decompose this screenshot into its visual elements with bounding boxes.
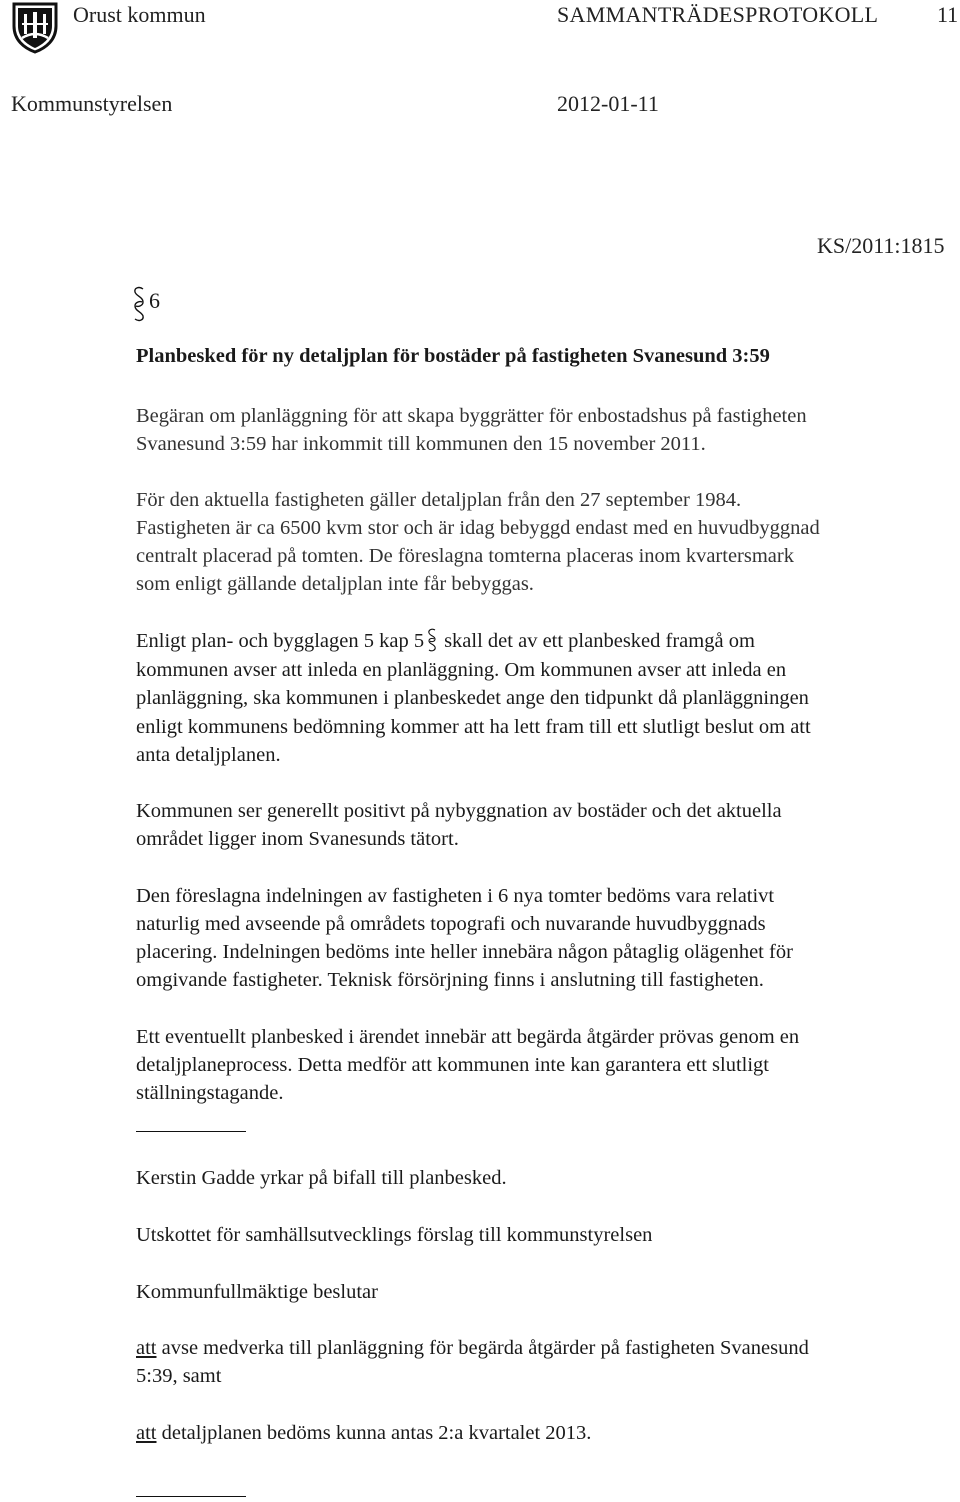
paragraph-line: omgivande fastigheter. Teknisk försörjning finns i anslutning till fastigheten.	[136, 969, 764, 991]
paragraph-line	[136, 627, 755, 655]
decision-text-continued: 5:39, samt	[136, 1365, 222, 1387]
decision-item	[136, 1419, 591, 1447]
paragraph-line: Ett eventuellt planbesked i ärendet innebär att begärda åtgärder prövas genom en	[136, 1026, 800, 1048]
paragraph-line: kommunen avser att inleda en planläggning. Om kommunen avser att inleda en	[136, 659, 787, 681]
motion-text: Kerstin Gadde yrkar på bifall till planbesked.	[136, 1167, 507, 1189]
paragraph-line: som enligt gällande detaljplan inte får bebyggas.	[136, 573, 534, 595]
protocol-title: SAMMANTRÄDESPROTOKOLL	[557, 2, 879, 27]
paragraph-line: detaljplaneprocess. Detta medför att kommunen inte kan garantera ett slutligt	[136, 1054, 770, 1076]
paragraph-line: Kommunen ser generellt positivt på nybyggnation av bostäder och det aktuella	[136, 800, 782, 822]
paragraph-line: För den aktuella fastigheten gäller detaljplan från den 27 september 1984.	[136, 489, 742, 511]
decision-text: avse medverka till planläggning för begärda åtgärder på fastigheten Svanesund	[161, 1337, 809, 1359]
decision-item	[136, 1334, 809, 1362]
municipality-name: Orust kommun	[73, 2, 206, 27]
paragraph-line: centralt placerad på tomten. De föreslagna tomterna placeras inom kvartersmark	[136, 545, 794, 567]
paragraph-line: anta detaljplanen.	[136, 744, 281, 766]
municipality-coat-of-arms-logo	[8, 0, 62, 54]
paragraph-line: planläggning, ska kommunen i planbeskedet ange den tidpunkt då planläggningen	[136, 687, 809, 709]
case-number: KS/2011:1815	[817, 233, 945, 258]
att-keyword: att	[136, 1337, 157, 1359]
att-keyword: att	[136, 1422, 157, 1444]
paragraph-line: enligt kommunens bedömning kommer att ha lett fram till ett slutligt beslut om att	[136, 716, 811, 738]
paragraph-line: Den föreslagna indelningen av fastigheten i 6 nya tomter bedöms vara relativt	[136, 885, 775, 907]
paragraph-line: ställningstagande.	[136, 1082, 284, 1104]
page-number: 11	[937, 2, 959, 27]
decision-heading: Kommunfullmäktige beslutar	[136, 1281, 378, 1303]
paragraph-text: Enligt plan- och bygglagen 5 kap 5	[136, 630, 425, 652]
proposal-heading: Utskottet för samhällsutvecklings förslag till kommunstyrelsen	[136, 1224, 653, 1246]
paragraph-line: placering. Indelningen bedöms inte heller innebära någon påtaglig olägenhet för	[136, 941, 793, 963]
section-title: Planbesked för ny detaljplan för bostäder på fastigheten Svanesund 3:59	[136, 345, 770, 367]
meeting-date: 2012-01-11	[557, 91, 659, 116]
paragraph-line: området ligger inom Svanesunds tätort.	[136, 828, 459, 850]
decision-text: detaljplanen bedöms kunna antas 2:a kvartalet 2013.	[161, 1422, 592, 1444]
board-name: Kommunstyrelsen	[11, 91, 173, 116]
separator-line	[136, 1496, 246, 1497]
paragraph-text: skall det av ett planbesked framgå om	[444, 630, 755, 652]
separator-line	[136, 1131, 246, 1132]
paragraph-line: Svanesund 3:59 har inkommit till kommunen den 15 november 2011.	[136, 433, 706, 455]
section-sign-icon	[426, 628, 438, 652]
paragraph-line: Fastigheten är ca 6500 kvm stor och är idag bebyggd endast med en huvudbyggnad	[136, 517, 820, 539]
section-number: 6	[149, 288, 160, 313]
section-sign-icon	[131, 285, 147, 323]
paragraph-line: naturlig med avseende på områdets topografi och nuvarande huvudbyggnads	[136, 913, 766, 935]
paragraph-line: Begäran om planläggning för att skapa byggrätter för enbostadshus på fastigheten	[136, 405, 807, 427]
